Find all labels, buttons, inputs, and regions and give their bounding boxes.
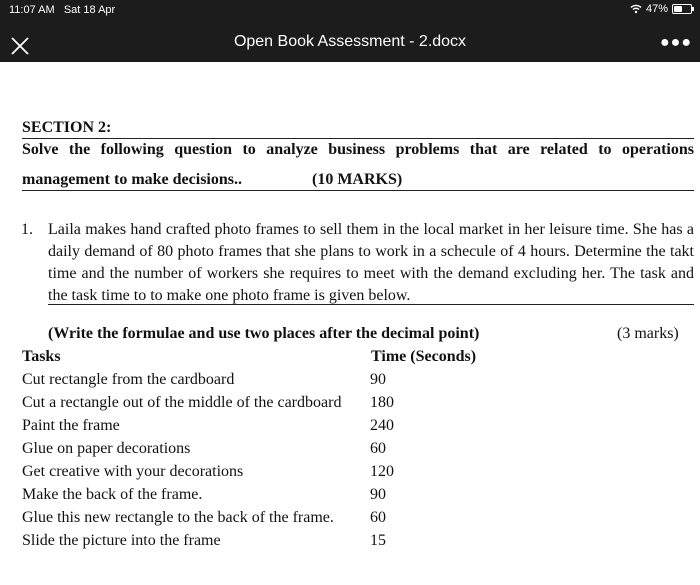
section-marks: (10 MARKS): [312, 171, 403, 188]
question-text: Laila makes hand crafted photo frames to sell them in the local market in her leisure time. She has a daily demand of 80 photo frames that she plans to work in a schecule of 4 hours. Determine the takt time and the number of workers she requires to meet with the demand excluding her. The task and the task time to to make one photo frame is given below.: [48, 221, 694, 304]
table-row-time: 240: [370, 417, 394, 434]
table-row-time: 15: [370, 532, 386, 549]
section-instruction-line2: management to make decisions..: [22, 171, 242, 188]
table-row-task: Cut rectangle from the cardboard: [22, 371, 235, 388]
table-row-task: Make the back of the frame.: [22, 486, 203, 503]
table-row-time: 60: [370, 440, 386, 457]
status-indicators: [630, 3, 692, 15]
battery-percent: 47%: [645, 3, 668, 15]
table-row-time: 90: [370, 371, 386, 388]
table-row-time: 180: [370, 394, 394, 411]
table-row-task: Slide the picture into the frame: [22, 532, 221, 549]
battery-icon: [672, 4, 692, 14]
status-time: 11:07 AM Sat 18 Apr: [9, 4, 116, 16]
table-row-task: Glue this new rectangle to the back of the frame.: [22, 509, 334, 526]
table-row-task: Get creative with your decorations: [22, 463, 244, 480]
table-row-time: 120: [370, 463, 394, 480]
divider: [22, 190, 694, 191]
more-options-button[interactable]: ●●●: [660, 34, 692, 51]
divider: [48, 304, 694, 305]
table-row-task: Paint the frame: [22, 417, 120, 434]
table-row-task: Cut a rectangle out of the middle of the cardboard: [22, 394, 342, 411]
question-instruction: (Write the formulae and use two places after the decimal point): [48, 325, 480, 342]
question-number: 1.: [21, 221, 33, 238]
question-marks: (3 marks): [617, 325, 679, 342]
table-row-time: 90: [370, 486, 386, 503]
table-header-time: Time (Seconds): [371, 348, 477, 365]
wifi-icon: [630, 4, 642, 14]
document-page: [0, 62, 700, 585]
table-row-time: 60: [370, 509, 386, 526]
section-heading: SECTION 2:: [22, 119, 112, 136]
divider: [22, 138, 694, 139]
top-bar: [0, 0, 700, 62]
question-paragraph: [21, 219, 694, 307]
table-header-tasks: Tasks: [22, 348, 61, 365]
table-row-task: Glue on paper decorations: [22, 440, 191, 457]
section-instruction-line1: Solve the following question to analyze business problems that are related to operations: [22, 141, 694, 158]
document-title: Open Book Assessment - 2.docx: [233, 33, 467, 50]
